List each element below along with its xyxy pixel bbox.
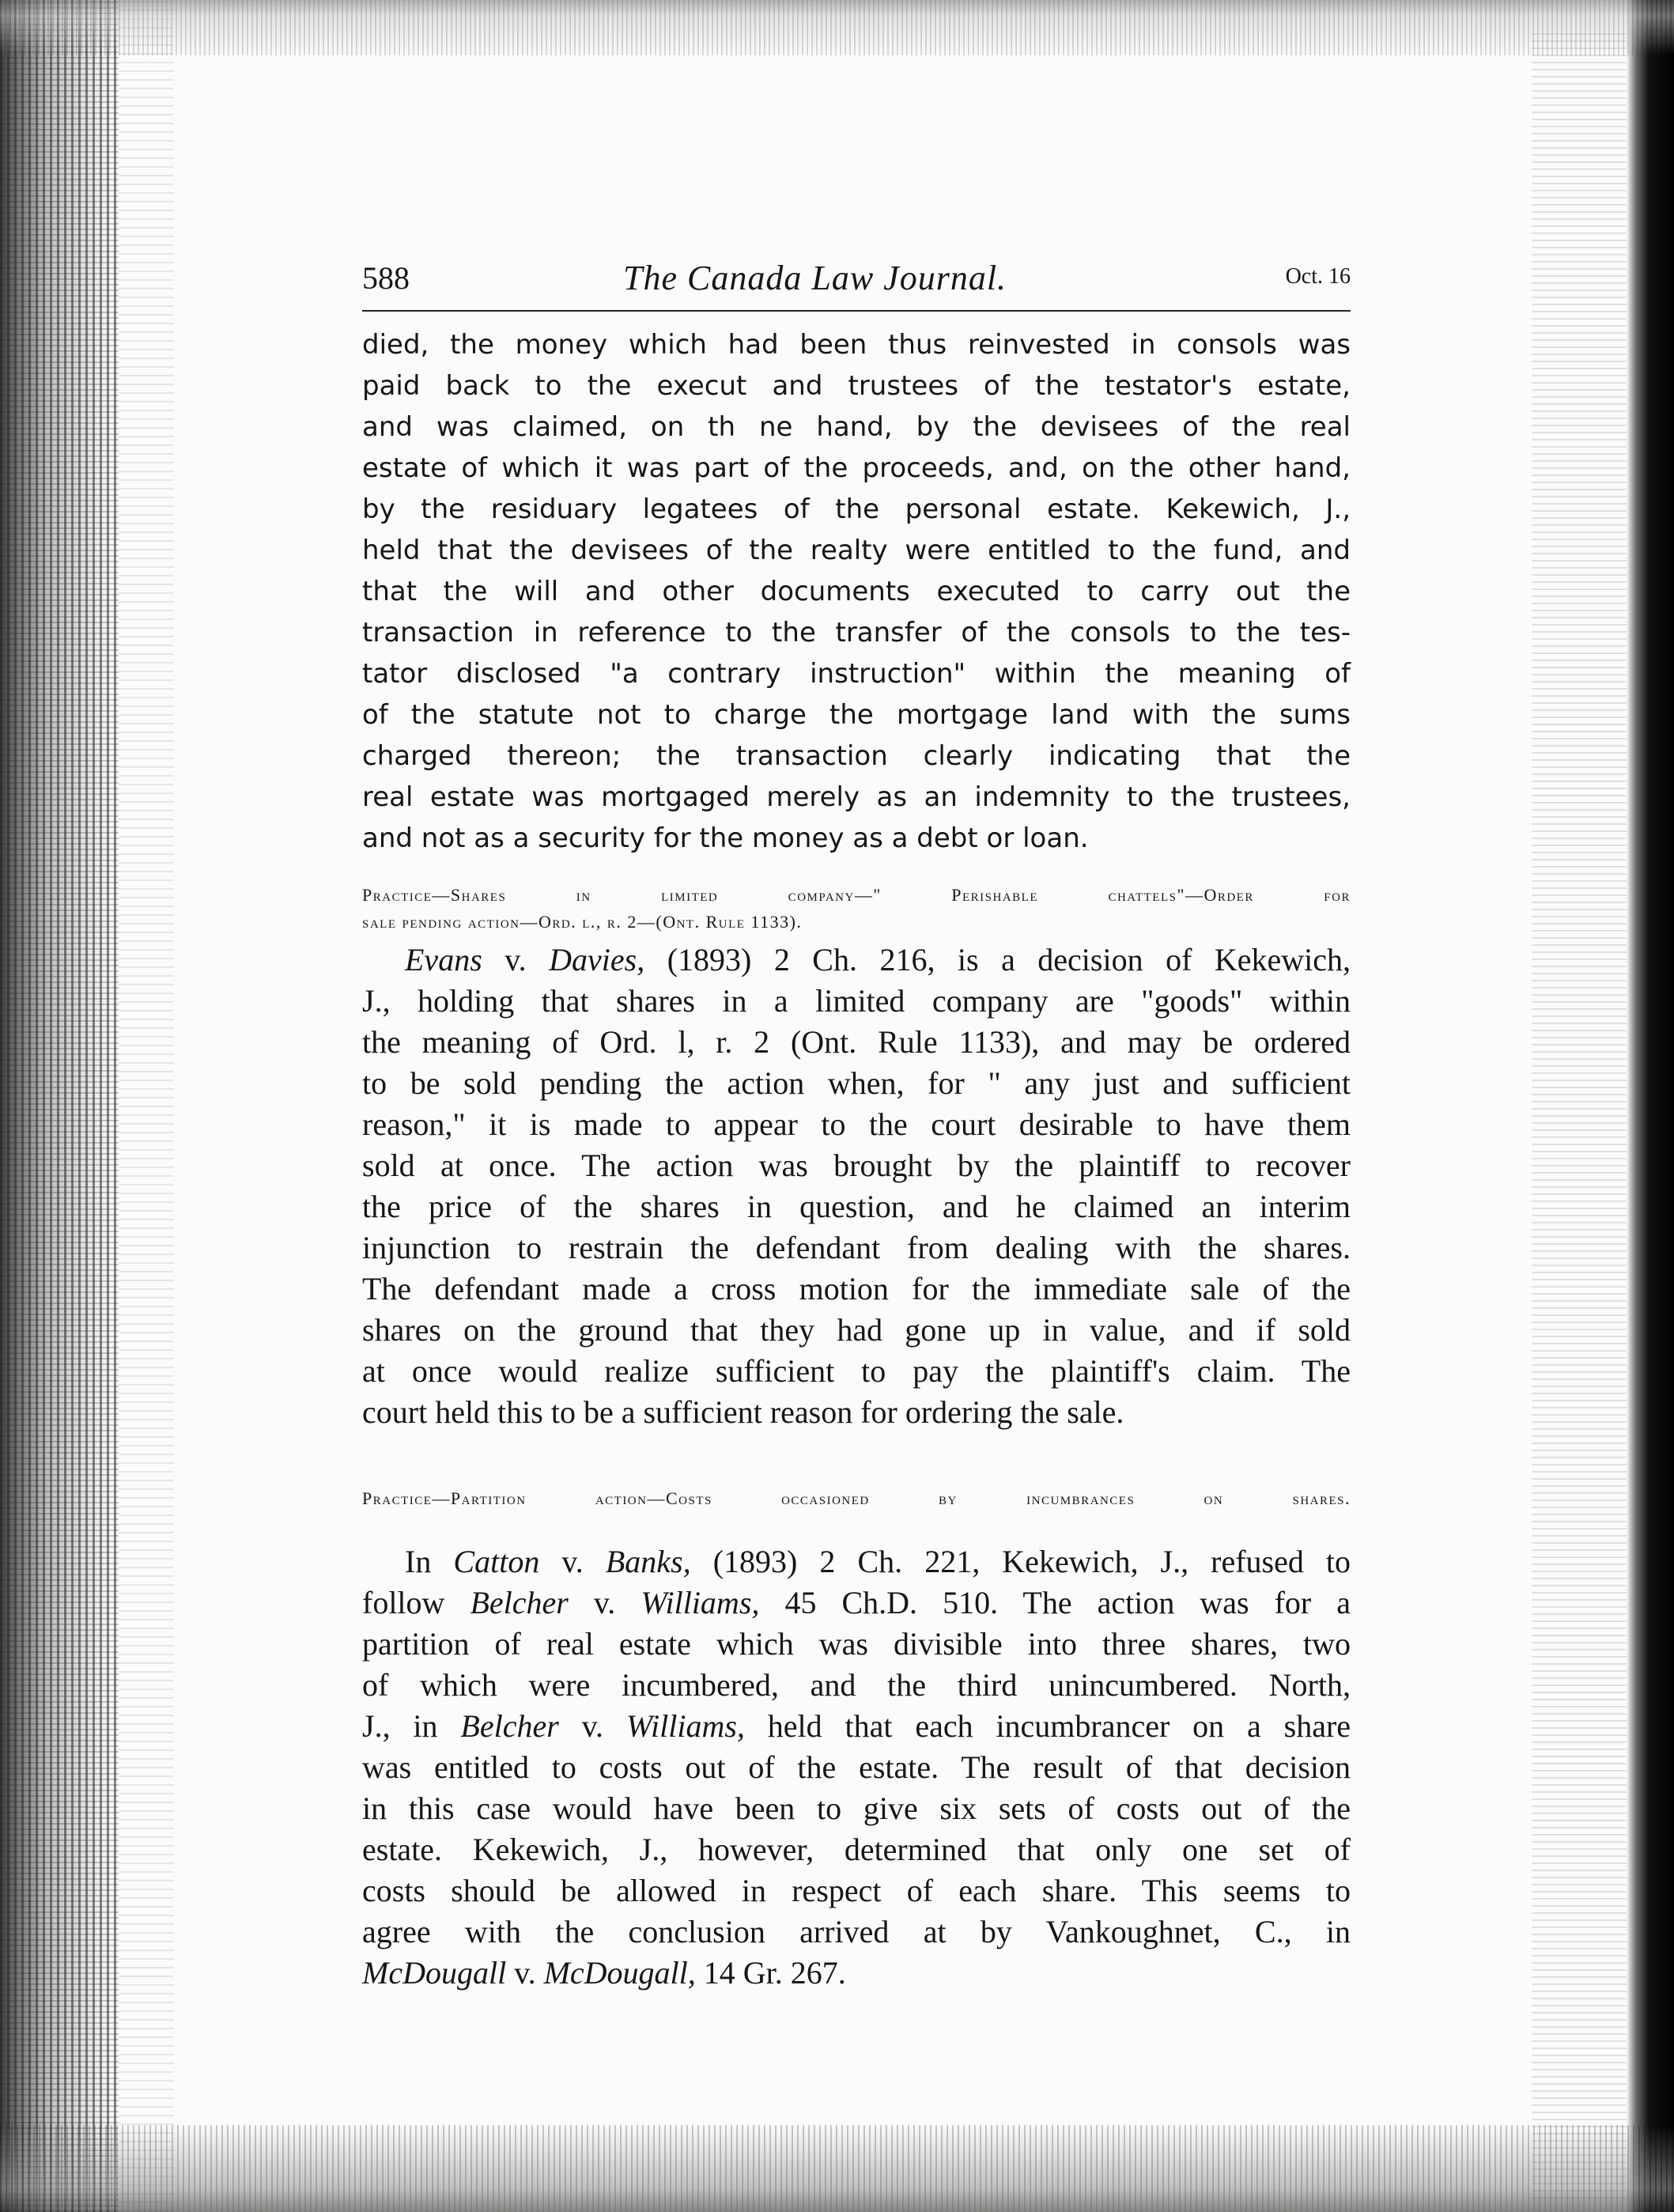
text-line: in this case would have been to give six sets of costs out of the (362, 1790, 1351, 1826)
text-line: agree with the conclusion arrived at by Vankoughnet, C., in (362, 1914, 1351, 1949)
journal-title: The Canada Law Journal. (623, 259, 1007, 297)
case-name: Belcher (460, 1708, 559, 1744)
section-heading-partition (362, 1485, 1351, 1512)
text-line (362, 1582, 1351, 1624)
citation-text: held that each incumbrancer on a share (767, 1708, 1351, 1744)
scan-noise-bottom (0, 2125, 1674, 2212)
scan-noise-left (119, 0, 174, 2212)
section-heading-shares (362, 882, 1351, 936)
case-name: Belcher (470, 1585, 569, 1620)
text-line: shares on the ground that they had gone up in value, and if sold (362, 1312, 1351, 1348)
text-line (362, 1706, 1351, 1747)
text-line: The defendant made a cross motion for the immediate sale of the (362, 1271, 1351, 1306)
text-line: injunction to restrain the defendant from dealing with the shares. (362, 1230, 1351, 1265)
text-line: real estate was mortgaged merely as an indemnity to the trustees, (362, 781, 1351, 813)
scan-shadow-left (0, 0, 119, 2212)
heading-line: sale pending action—Ord. l., r. 2—(Ont. Rule 1133). (362, 912, 803, 932)
text-line: transaction in reference to the transfer of the consols to the tes- (362, 617, 1351, 648)
heading-line: Practice—Partition action—Costs occasioned by incumbrances on shares. (362, 1488, 1351, 1508)
text-line: reason," it is made to appear to the court desirable to have them (362, 1106, 1351, 1142)
case-name: Catton (453, 1544, 540, 1579)
text-line: and was claimed, on th ne hand, by the devisees of the real (362, 411, 1351, 443)
versus: v. (504, 942, 527, 977)
text-line: at once would realize sufficient to pay the plaintiff's claim. The (362, 1353, 1351, 1389)
case-name: Williams, (641, 1585, 760, 1620)
text-line (362, 940, 1351, 981)
case-name: Evans (405, 942, 482, 977)
text-line: sold at once. The action was brought by the plaintiff to recover (362, 1148, 1351, 1183)
text-line: held that the devisees of the realty were entitled to the fund, and (362, 535, 1351, 566)
text-line: costs should be allowed in respect of each share. This seems to (362, 1873, 1351, 1908)
case-name: McDougall (362, 1955, 507, 1991)
citation-text: 45 Ch.D. 510. The action was for a (784, 1585, 1351, 1620)
citation-text: 14 Gr. 267. (703, 1955, 846, 1991)
text-line: partition of real estate which was divisible into three shares, two (362, 1626, 1351, 1662)
running-header (362, 259, 1351, 307)
text-line: court held this to be a sufficient reason for ordering the sale. (362, 1394, 1124, 1430)
case-name: Davies, (549, 942, 645, 977)
case-name: McDougall, (543, 1955, 696, 1991)
scan-noise-top (0, 0, 1674, 55)
versus: v. (561, 1544, 584, 1579)
text-line: the meaning of Ord. l, r. 2 (Ont. Rule 1133), and may be ordered (362, 1024, 1351, 1060)
case-name: Banks, (605, 1544, 691, 1579)
text-line: that the will and other documents executed to carry out the (362, 576, 1351, 607)
versus: v. (581, 1708, 604, 1744)
text-line: paid back to the execut and trustees of the testator's estate, (362, 370, 1351, 402)
paragraph-evans-davies (362, 940, 1351, 1433)
text-line (362, 1541, 1351, 1582)
text-line: estate. Kekewich, J., however, determined that only one set of (362, 1832, 1351, 1867)
issue-date: Oct. 16 (1285, 264, 1351, 289)
text-line: of which were incumbered, and the third unincumbered. North, (362, 1667, 1351, 1703)
text-line: was entitled to costs out of the estate. The result of that decision (362, 1749, 1351, 1785)
page-number: 588 (362, 260, 410, 296)
text-line: tator disclosed "a contrary instruction" within the meaning of (362, 658, 1351, 690)
text-line: and not as a security for the money as a debt or loan. (362, 822, 1089, 854)
scan-noise-right (1532, 32, 1627, 2199)
word: J., in (362, 1708, 438, 1744)
word: follow (362, 1585, 445, 1620)
heading-line: Practice—Shares in limited company—" Perishable chattels"—Order for (362, 885, 1351, 905)
text-line: the price of the shares in question, and he claimed an interim (362, 1189, 1351, 1224)
paragraph-catton-banks (362, 1541, 1351, 1994)
word: In (405, 1544, 432, 1579)
text-line: died, the money which had been thus reinvested in consols was (362, 329, 1351, 361)
case-name: Williams, (625, 1708, 745, 1744)
scan-shadow-right (1627, 0, 1674, 2212)
text-line: J., holding that shares in a limited company are "goods" within (362, 983, 1351, 1019)
citation-text: (1893) 2 Ch. 216, is a decision of Kekewich, (667, 942, 1351, 977)
paragraph-continued (362, 324, 1351, 859)
text-line: to be sold pending the action when, for " any just and sufficient (362, 1065, 1351, 1101)
versus: v. (593, 1585, 616, 1620)
text-line (362, 1953, 1351, 1994)
header-rule (362, 310, 1351, 312)
text-line: charged thereon; the transaction clearly indicating that the (362, 740, 1351, 772)
citation-text: (1893) 2 Ch. 221, Kekewich, J., refused to (712, 1544, 1351, 1579)
text-line: estate of which it was part of the proceeds, and, on the other hand, (362, 452, 1351, 484)
versus: v. (514, 1955, 536, 1991)
text-line: of the statute not to charge the mortgage land with the sums (362, 699, 1351, 731)
text-line: by the residuary legatees of the personal estate. Kekewich, J., (362, 493, 1351, 525)
